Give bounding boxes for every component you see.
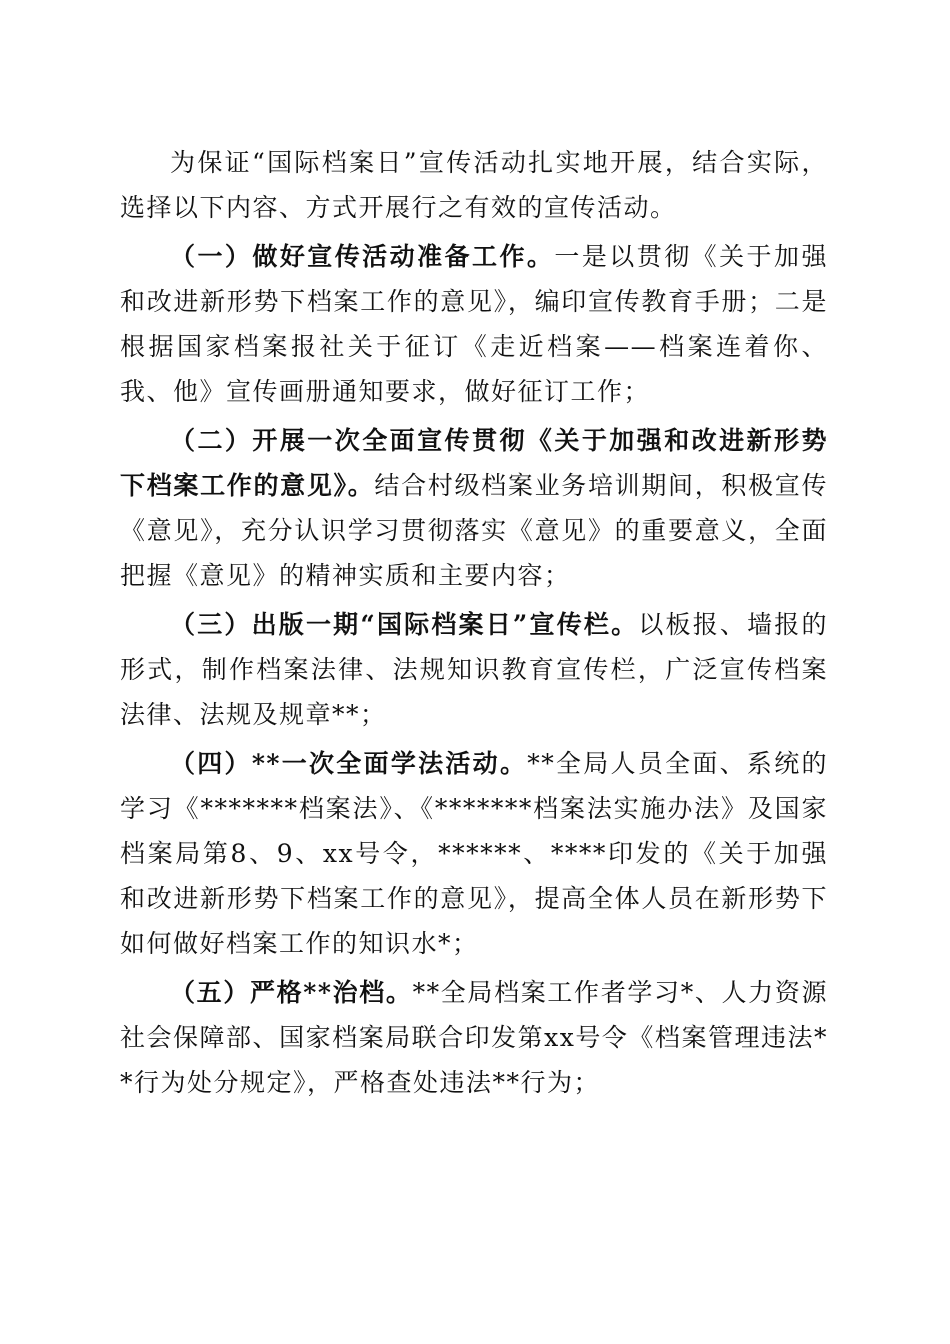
section-1-heading: （一）做好宣传活动准备工作。 — [170, 242, 555, 271]
section-2-heading: （二）开展一次全面宣传贯彻《关于加强和改进新形势下档案工作的意见》。 — [120, 426, 828, 500]
document-body — [120, 140, 828, 1109]
section-2-paragraph — [120, 418, 828, 598]
section-2-body: 结合村级档案业务培训期间，积极宣传《意见》，充分认识学习贯彻落实《意见》的重要意义，全面把握《意见》的精神实质和主要内容； — [120, 471, 828, 590]
section-3-paragraph — [120, 602, 828, 737]
section-1-body: 一是以贯彻《关于加强和改进新形势下档案工作的意见》，编印宣传教育手册；二是根据国家档案报社关于征订《走近档案——档案连着你、我、他》宣传画册通知要求，做好征订工作； — [120, 242, 828, 406]
section-4-paragraph — [120, 741, 828, 966]
section-4-heading: （四）**一次全面学法活动。 — [170, 749, 528, 778]
section-3-body: 以板报、墙报的形式，制作档案法律、法规知识教育宣传栏，广泛宣传档案法律、法规及规章**； — [120, 610, 828, 729]
section-5-heading: （五）严格**治档。 — [170, 978, 413, 1007]
section-4-body: **全局人员全面、系统的学习《*******档案法》、《*******档案法实施办法》及国家档案局第8、9、xx号令，******、****印发的《关于加强和改进新形势下档案工作的意见》，提高全体人员在新形势下如何做好档案工作的知识水*； — [120, 749, 828, 958]
section-1-paragraph — [120, 234, 828, 414]
section-5-body: **全局档案工作者学习*、人力资源社会保障部、国家档案局联合印发第xx号令《档案管理违法**行为处分规定》，严格查处违法**行为； — [120, 978, 828, 1097]
section-5-paragraph — [120, 970, 828, 1105]
section-3-heading: （三）出版一期“国际档案日”宣传栏。 — [170, 610, 639, 639]
intro-paragraph: 为保证“国际档案日”宣传活动扎实地开展，结合实际，选择以下内容、方式开展行之有效的宣传活动。 — [120, 148, 828, 222]
